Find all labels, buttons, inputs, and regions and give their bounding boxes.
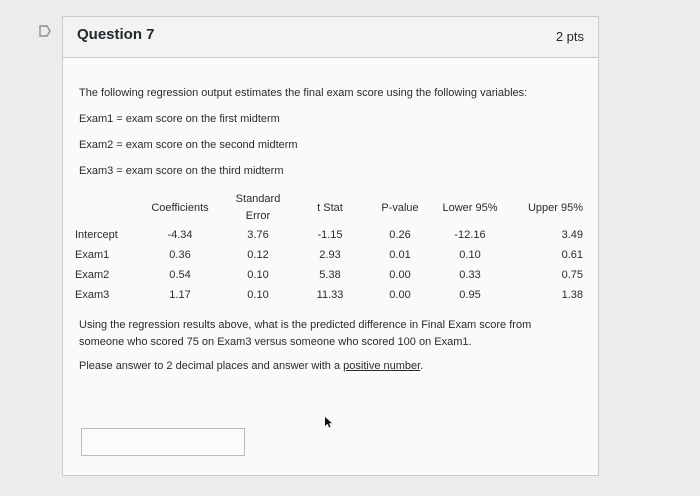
table-header-row [75, 191, 583, 225]
cell-upper-95: 1.38 [561, 289, 583, 301]
variable-exam3: Exam3 = exam score on the third midterm [79, 165, 284, 177]
header-coefficients: Coefficients [151, 202, 209, 214]
cell-std-error: 0.10 [247, 289, 269, 301]
row-label: Intercept [75, 229, 118, 241]
cell-upper-95: 0.61 [561, 249, 583, 261]
cell-t-stat: 5.38 [319, 269, 341, 281]
question-intro: The following regression output estimates the final exam score using the following variables: [79, 87, 528, 99]
cell-upper-95: 0.75 [561, 269, 583, 281]
answer-instruction [79, 360, 423, 372]
table-row [75, 225, 583, 245]
cell-upper-95: 3.49 [561, 229, 583, 241]
table-row [75, 265, 583, 285]
cell-lower-95: 0.95 [459, 289, 481, 301]
positive-number-emphasis: positive number [343, 360, 421, 372]
answer-input[interactable] [81, 428, 245, 456]
cell-coefficient: -4.34 [167, 229, 193, 241]
cell-coefficient: 0.36 [169, 249, 191, 261]
cell-lower-95: 0.33 [459, 269, 481, 281]
question-points: 2 pts [555, 29, 584, 44]
row-label: Exam1 [75, 249, 110, 261]
cell-t-stat: -1.15 [317, 229, 343, 241]
cell-std-error: 3.76 [247, 229, 269, 241]
question-header [63, 17, 598, 58]
header-p-value: P-value [381, 202, 419, 214]
header-upper-95: Upper 95% [527, 202, 583, 214]
table-row [75, 285, 583, 305]
cell-p-value: 0.00 [389, 289, 411, 301]
instruction-suffix: . [420, 360, 424, 372]
cell-t-stat: 11.33 [316, 289, 344, 301]
question-prompt: Using the regression results above, what is the predicted difference in Final Exam score from someone who scored 75 on Exam3 versus someone who scored 100 on Exam1. [79, 319, 532, 348]
cell-lower-95: 0.10 [459, 249, 481, 261]
header-lower-95: Lower 95% [442, 202, 498, 214]
regression-table [75, 191, 583, 305]
cell-t-stat: 2.93 [319, 249, 341, 261]
question-title: Question 7 [77, 26, 155, 43]
cell-lower-95: -12.16 [454, 229, 486, 241]
cell-p-value: 0.00 [389, 269, 411, 281]
header-standard-error-line1: Standard [235, 193, 281, 205]
cell-p-value: 0.01 [389, 249, 411, 261]
row-label: Exam2 [75, 269, 110, 281]
header-standard-error [223, 191, 293, 225]
variable-exam2: Exam2 = exam score on the second midterm [79, 139, 298, 151]
instruction-prefix: Please answer to 2 decimal places and answer with a [79, 360, 344, 372]
variable-exam1: Exam1 = exam score on the first midterm [79, 113, 280, 125]
mouse-cursor-icon [325, 417, 333, 431]
cell-std-error: 0.12 [247, 249, 269, 261]
cell-coefficient: 1.17 [169, 289, 191, 301]
table-row [75, 245, 583, 265]
flag-question-icon[interactable] [38, 24, 52, 38]
question-card [62, 16, 599, 476]
cell-std-error: 0.10 [247, 269, 269, 281]
cell-coefficient: 0.54 [169, 269, 191, 281]
header-blank [75, 191, 137, 225]
header-t-stat: t Stat [317, 202, 343, 214]
cell-p-value: 0.26 [389, 229, 411, 241]
row-label: Exam3 [75, 289, 110, 301]
header-standard-error-line2: Error [245, 210, 271, 222]
